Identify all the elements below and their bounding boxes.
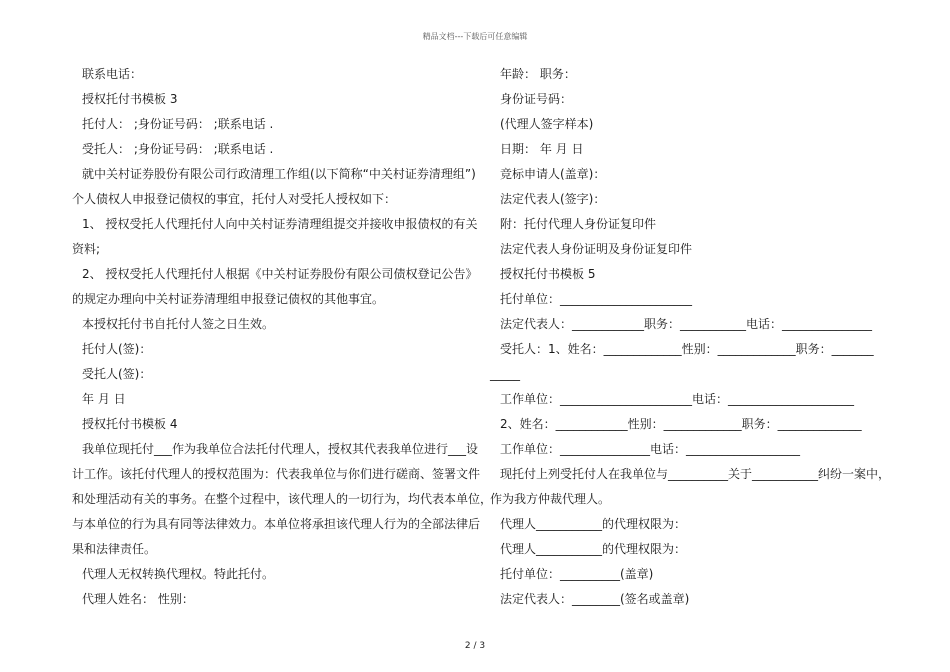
text-line: 果和法律责任。 <box>72 542 157 556</box>
text-line: 个人债权人申报登记债权的事宜，托付人对受托人授权如下： <box>72 192 397 206</box>
text-line: 就中关村证券股份有限公司行政清理工作组(以下简称“中关村证券清理组”) <box>82 167 476 181</box>
text-line: 授权托付书模板 5 <box>500 267 596 281</box>
text-line: 2、姓名：____________性别：_____________职务：______________ <box>500 417 862 431</box>
text-line: 工作单位：______________________电话：_____________________ <box>500 392 855 406</box>
text-line: 托付人(签)： <box>82 342 152 356</box>
text-line: 受托人：1、姓名：_____________性别：_____________职务：_______ <box>500 342 874 356</box>
text-line: 现托付上列受托付人在我单位与__________关于___________纠纷一案中， <box>500 467 891 481</box>
text-line: 资料; <box>72 242 101 256</box>
text-line: 日期： 年 月 日 <box>500 142 584 156</box>
text-line: 联系电话： <box>82 67 143 81</box>
text-line: 代理人无权转换代理权。特此托付。 <box>82 567 275 581</box>
text-line: 本授权托付书自托付人签之日生效。 <box>82 317 275 331</box>
text-line: 法定代表人(签字)： <box>500 192 606 206</box>
text-line: 托付单位：______________________ <box>500 292 693 306</box>
text-line: 年龄： 职务： <box>500 67 576 81</box>
text-line: 受托人(签)： <box>82 367 152 381</box>
text-line: 授权托付书模板 3 <box>82 92 178 106</box>
text-line: _____ <box>490 367 520 381</box>
text-line: 托付人： ;身份证号码： ;联系电话 . <box>82 117 274 131</box>
text-line: 和处理活动有关的事务。在整个过程中，该代理人的一切行为，均代表本单位， <box>72 492 493 506</box>
text-line: 代理人___________的代理权限为： <box>500 517 687 531</box>
text-line: 授权托付书模板 4 <box>82 417 178 431</box>
page-number: 2 / 3 <box>464 641 486 651</box>
text-line: 受托人： ;身份证号码： ;联系电话 . <box>82 142 274 156</box>
text-line: 计工作。该托付代理人的授权范围为：代表我单位与你们进行磋商、签署文件 <box>72 467 481 481</box>
text-line: 作为我方仲裁代理人。 <box>490 492 611 506</box>
text-line: (代理人签字样本) <box>500 117 594 131</box>
text-line: 法定代表人：________(签名或盖章) <box>500 592 690 606</box>
text-line: 竞标申请人(盖章)： <box>500 167 606 181</box>
text-line: 法定代表人：____________职务：___________电话：_______________ <box>500 317 873 331</box>
text-line: 的规定办理向中关村证券清理组申报登记债权的其他事宜。 <box>72 292 385 306</box>
text-line: 我单位现托付___作为我单位合法托付代理人，授权其代表我单位进行___设 <box>82 442 479 456</box>
text-line: 托付单位：__________(盖章) <box>500 567 654 581</box>
right-column <box>490 62 891 612</box>
text-line: 附：托付代理人身份证复印件 <box>500 217 657 231</box>
text-line: 2、 授权受托人代理托付人根据《中关村证券股份有限公司债权登记公告》 <box>82 267 478 281</box>
text-line: 与本单位的行为具有同等法律效力。本单位将承担该代理人行为的全部法律后 <box>72 517 481 531</box>
text-line: 工作单位：_______________电话：___________________ <box>500 442 801 456</box>
text-line: 代理人___________的代理权限为： <box>500 542 687 556</box>
text-line: 身份证号码： <box>500 92 573 106</box>
text-line: 法定代表人身份证明及身份证复印件 <box>500 242 693 256</box>
page-header: 精品文档---下载后可任意编辑 <box>422 32 528 41</box>
text-line: 1、 授权受托人代理托付人向中关村证券清理组提交并接收申报债权的有关 <box>82 217 478 231</box>
left-column <box>72 62 493 612</box>
text-line: 代理人姓名： 性别： <box>82 592 194 606</box>
text-line: 年 月 日 <box>82 392 126 406</box>
